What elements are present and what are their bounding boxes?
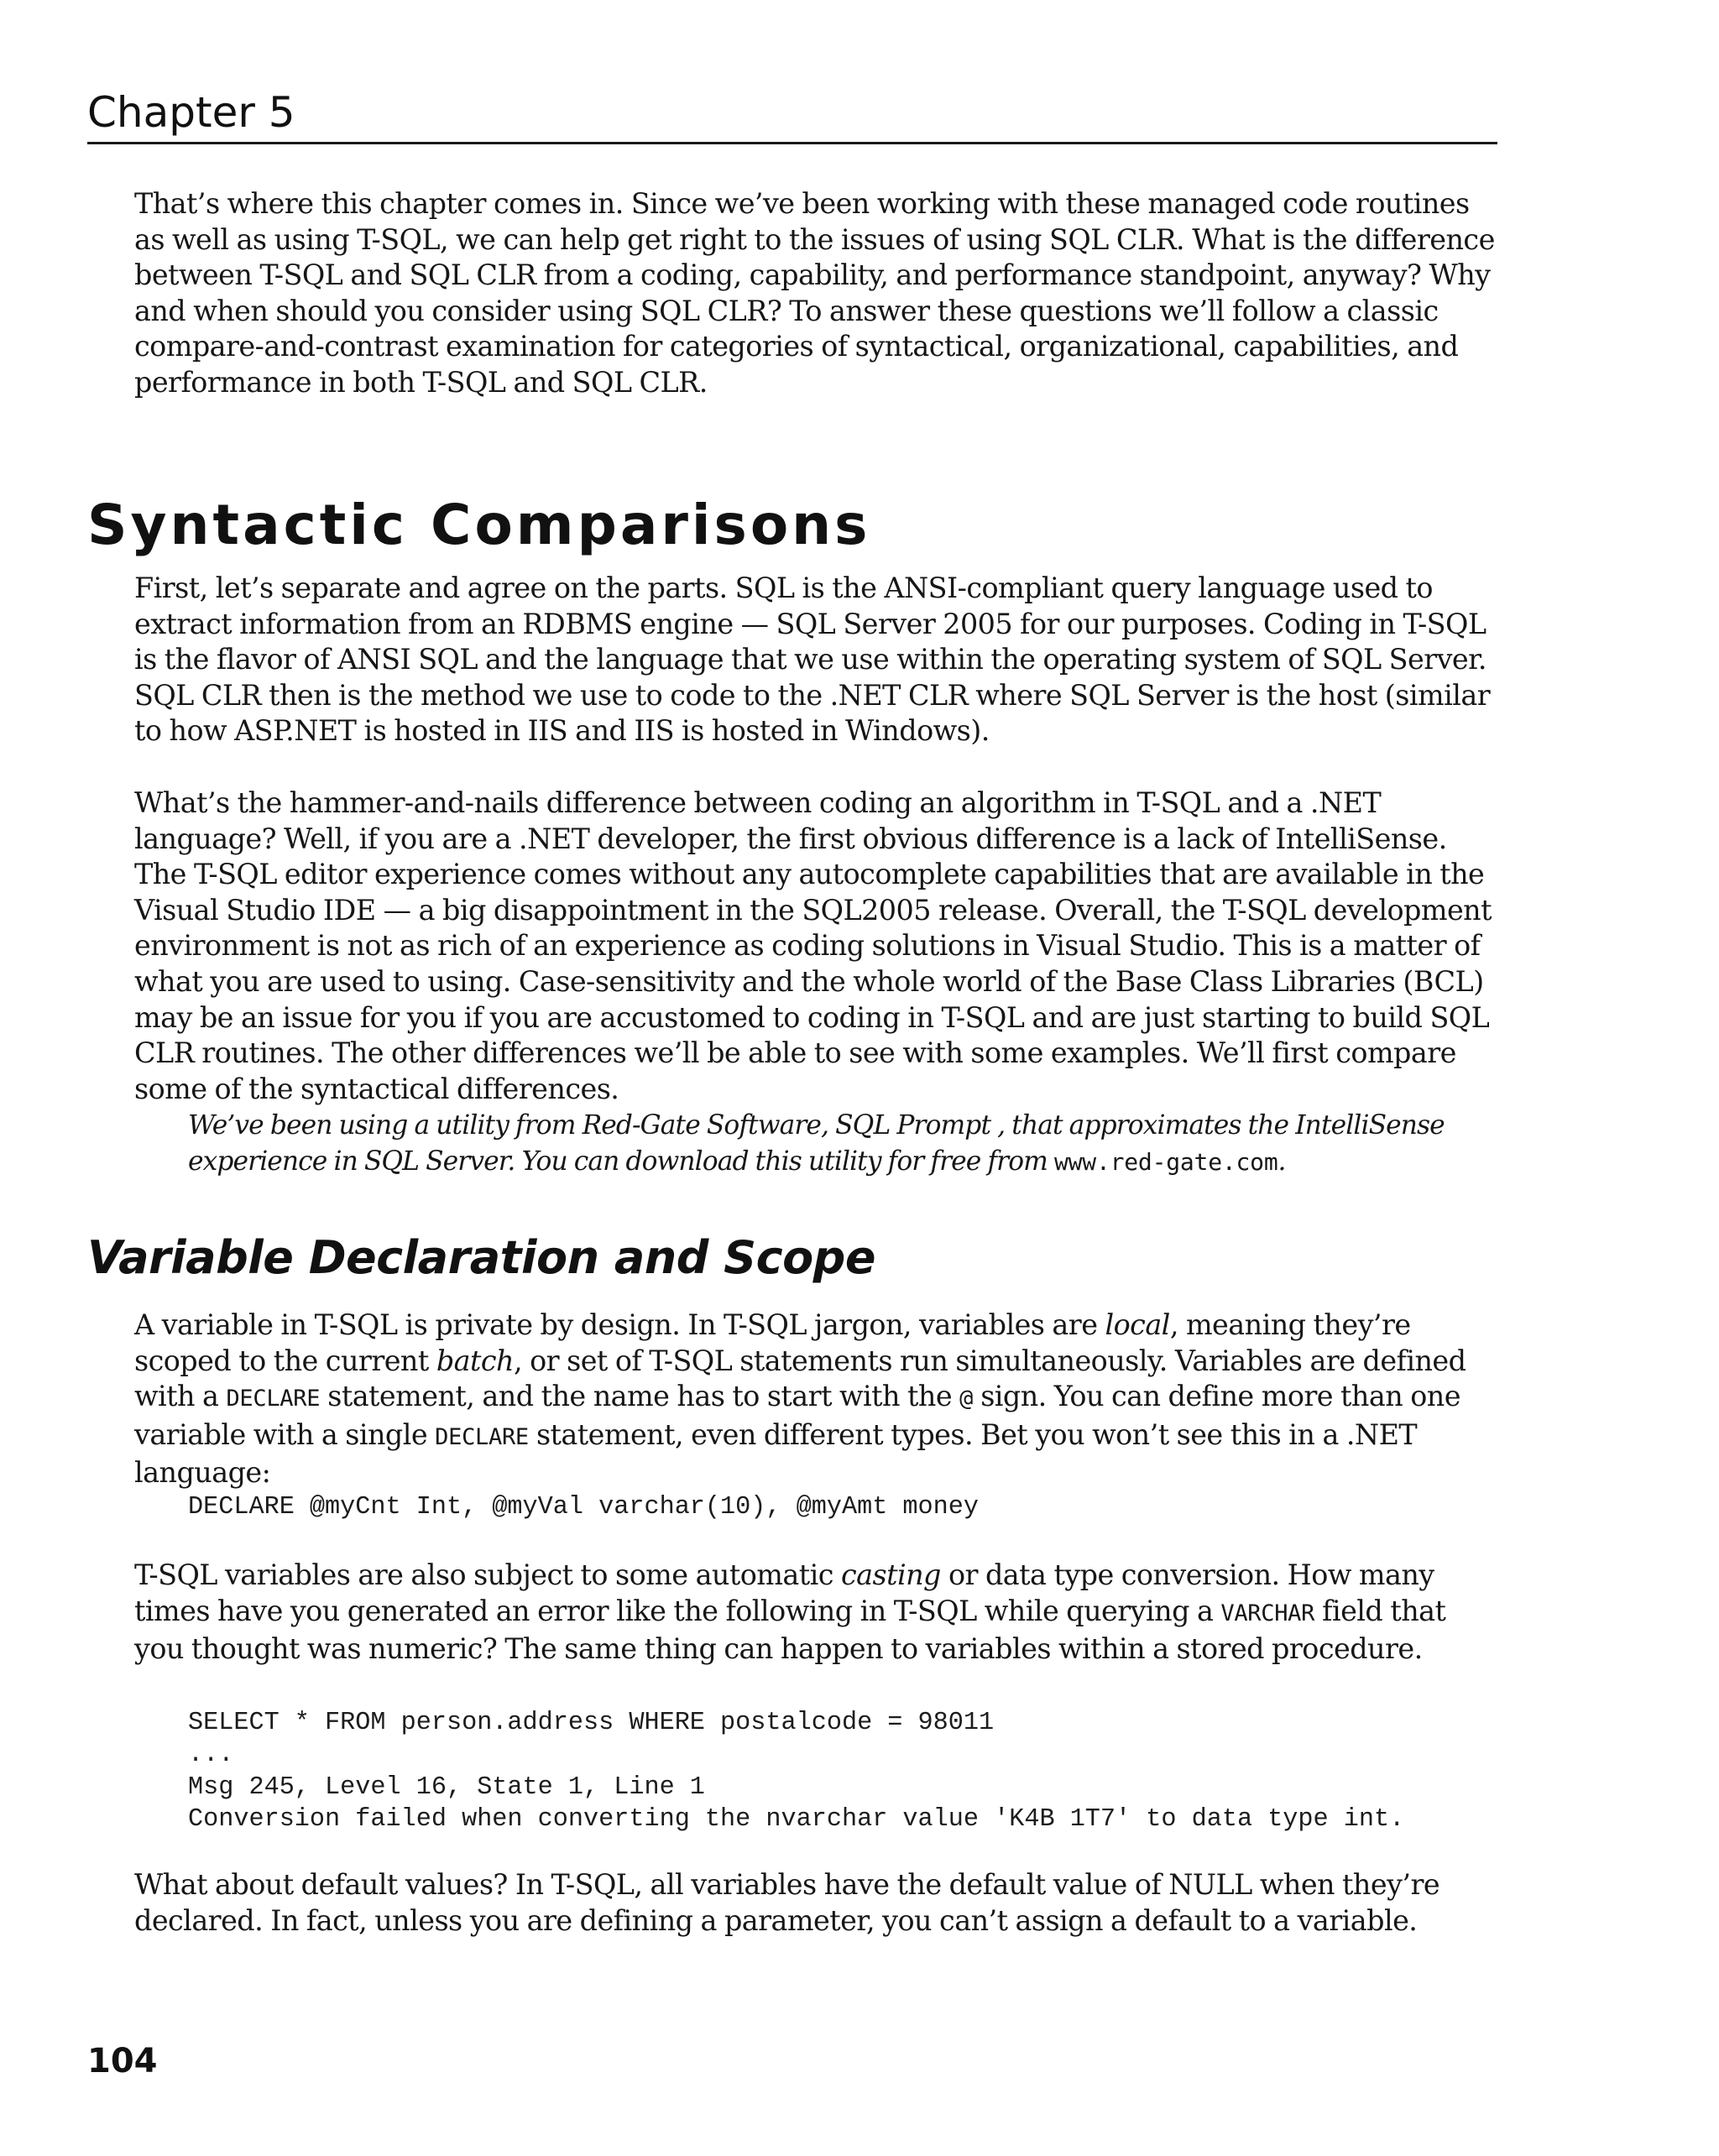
text-run: A variable in T-SQL is private by design. In T-SQL jargon, variables are — [134, 1308, 1105, 1341]
paragraph-parts-definition: First, let’s separate and agree on the parts. SQL is the ANSI-compliant query language used to extract information from an RDBMS engine — SQL Server 2005 for our purposes. Coding in T-SQL is the flavor of ANSI SQL and the language that we use within the operating system of SQL Server. SQL CLR then is the method we use to code to the .NET CLR where SQL Server is the host (similar to how ASP.NET is hosted in IIS and IIS is hosted in Windows). — [134, 572, 1491, 748]
text-run: or data type conversion. How many times have you generated an error like the following in T-SQL while querying a — [134, 1558, 1434, 1627]
page-number: 104 — [87, 2042, 158, 2080]
code-block-declare: DECLARE @myCnt Int, @myVal varchar(10), @myAmt money — [188, 1493, 980, 1522]
text-run: T-SQL variables are also subject to some automatic — [134, 1558, 841, 1591]
text-run: field that you thought was numeric? The same thing can happen to variables within a stored procedure. — [134, 1594, 1446, 1666]
emphasis-casting: casting — [841, 1558, 941, 1591]
inline-code-declare: DECLARE — [226, 1386, 321, 1412]
chapter-label: Chapter 5 — [87, 88, 295, 137]
code-block-conversion-error — [188, 1707, 1404, 1835]
code-line: ... — [188, 1741, 234, 1770]
text-run: sign. You can define more than one variable with a single — [134, 1380, 1460, 1451]
inline-code-at-sign: @ — [959, 1386, 974, 1412]
emphasis-batch: batch — [436, 1344, 514, 1377]
intro-paragraph: That’s where this chapter comes in. Since we’ve been working with these managed code routines as well as using T-SQL, we can help get right to the issues of using SQL CLR. What is the difference between T-SQL and SQL CLR from a coding, capability, and performance standpoint, anyway? Why and when should you consider using SQL CLR? To answer these questions we’ll follow a classic compare-and-contrast examination for categories of syntactical, organizational, capabilities, and performance in both T-SQL and SQL CLR. — [134, 187, 1495, 399]
inline-code-declare: DECLARE — [435, 1423, 529, 1450]
text-run: , meaning they’re scoped to the current — [134, 1308, 1411, 1377]
note-url: www.red-gate.com — [1053, 1147, 1278, 1176]
text-run: , or set of T-SQL statements run simultaneously. Variables are defined with a — [134, 1344, 1466, 1413]
paragraph-hammer-and-nails: What’s the hammer-and-nails difference between coding an algorithm in T-SQL and a .NET language? Well, if you are a .NET developer, the first obvious difference is a lack of IntelliSense. The T-SQL editor experience comes without any autocomplete capabilities that are available in the Visual Studio IDE — a big disappointment in the SQL2005 release. Overall, the T-SQL development environment is not as rich of an experience as coding solutions in Visual Studio. This is a matter of what you are used to using. Case-sensitivity and the whole world of the Base Class Libraries (BCL) may be an issue for you if you are accustomed to coding in T-SQL and are just starting to build SQL CLR routines. The other differences we’ll be able to see with some examples. We’ll first compare some of the syntactical differences. — [134, 786, 1492, 1105]
text-run: statement, and the name has to start with the — [320, 1380, 960, 1413]
subsection-heading-variable-declaration: Variable Declaration and Scope — [87, 1231, 875, 1284]
note-sql-prompt — [188, 1108, 1472, 1180]
paragraph-default-values: What about default values? In T-SQL, all variables have the default value of NULL when they’re declared. In fact, unless you are defining a parameter, you can’t assign a default to a variable. — [134, 1868, 1440, 1937]
text-run: statement, even different types. Bet you won’t see this in a .NET language: — [134, 1417, 1418, 1490]
section-heading-syntactic-comparisons: Syntactic Comparisons — [87, 493, 871, 557]
code-line: Conversion failed when converting the nvarchar value 'K4B 1T7' to data type int. — [188, 1804, 1405, 1834]
emphasis-local: local — [1105, 1308, 1170, 1341]
note-text: We’ve been using a utility from Red-Gate Software, SQL Prompt , that approximates the IntelliSense experience in SQL Server. You can download this utility for free from — [188, 1110, 1445, 1177]
inline-code-varchar: VARCHAR — [1220, 1600, 1315, 1626]
paragraph-variable-scope — [134, 1308, 1502, 1491]
running-header — [87, 84, 1497, 144]
code-line: Msg 245, Level 16, State 1, Line 1 — [188, 1772, 705, 1802]
note-end: . — [1277, 1146, 1286, 1177]
paragraph-casting — [134, 1558, 1502, 1668]
code-line: SELECT * FROM person.address WHERE postalcode = 98011 — [188, 1709, 995, 1737]
